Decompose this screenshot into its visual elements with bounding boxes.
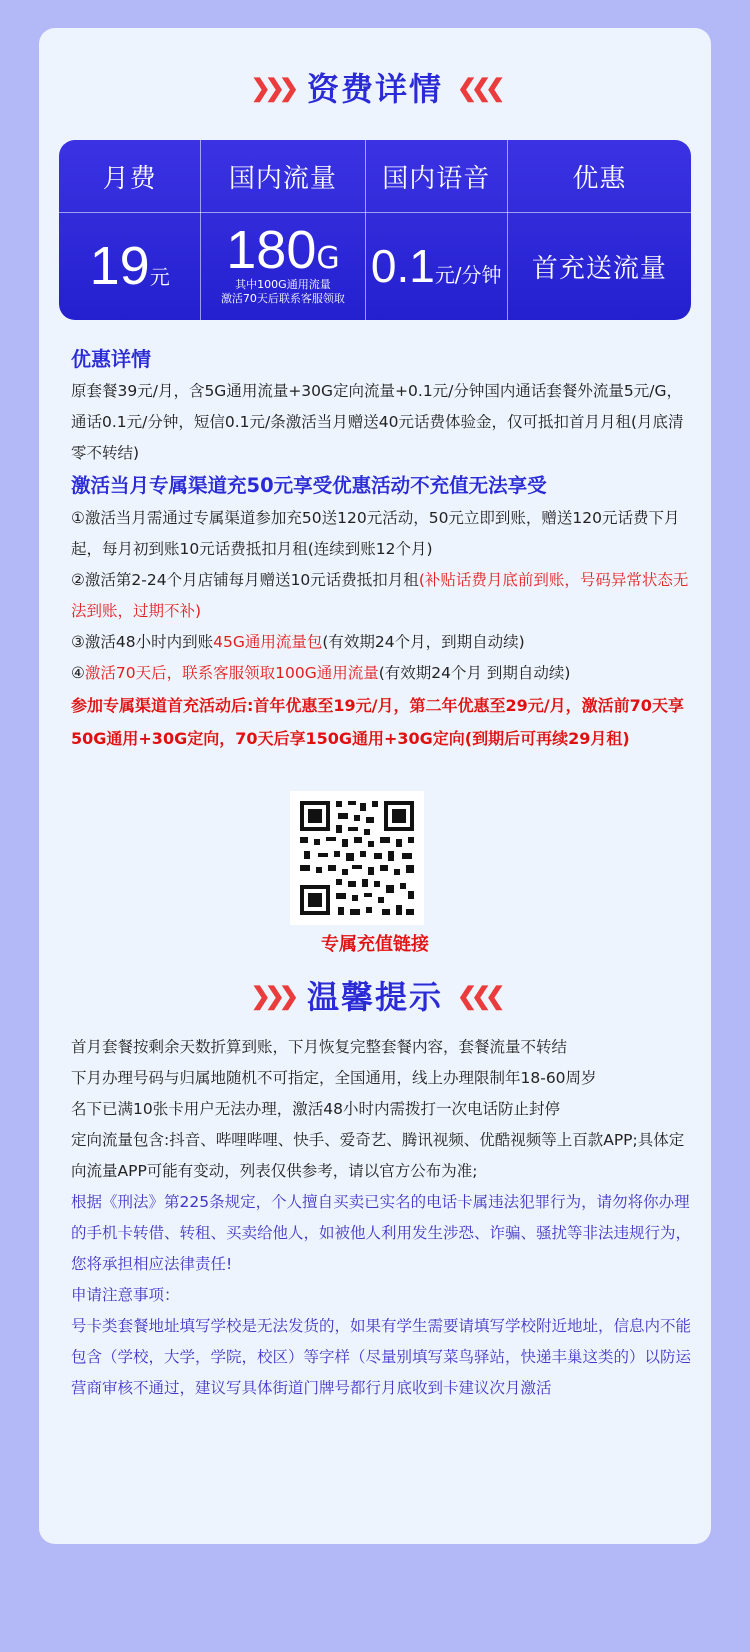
qr-code[interactable] — [290, 791, 424, 925]
tip-4: 定向流量包含:抖音、哔哩哔哩、快手、爱奇艺、腾讯视频、优酷视频等上百款APP;具体定向流量APP可能有变动，列表仅供参考，请以官方公布为准; — [71, 1131, 685, 1180]
item-1: ①激活当月需通过专属渠道参加充50送120元活动，50元立即到账，赠送120元话费下月起，每月初到账10元话费抵扣月租(连续到账12个月) — [71, 509, 680, 558]
chevron-right-icon: ❯❯❯ — [250, 980, 293, 1010]
content-card — [39, 28, 711, 1544]
activation-heading: 激活当月专属渠道充50元享受优惠活动不充值无法享受 — [71, 474, 547, 497]
monthly-fee-value: 19元 — [59, 212, 201, 320]
item-3: ③激活48小时内到账45G通用流量包(有效期24个月，到期自动续) — [71, 633, 525, 651]
data-value: 180G 其中100G通用流量 激活70天后联系客服领取 — [201, 212, 365, 320]
legal-notice: 根据《刑法》第225条规定，个人擅自买卖已实名的电话卡属违法犯罪行为，请勿将你办理的手机卡转借、转租、买卖给他人，如被他人利用发生涉恐、诈骗、骚扰等非法违规行为，您将承担相应法律责任! — [71, 1193, 692, 1273]
header-offer: 优惠 — [572, 163, 627, 194]
qr-code-label[interactable]: 专属充值链接 — [321, 934, 429, 955]
tips-section-title: ❯❯❯ 温馨提示 ❮❮❮ — [250, 978, 500, 1016]
tip-2: 下月办理号码与归属地随机不可指定，全国通用，线上办理限制年18-60周岁 — [71, 1069, 597, 1087]
item-4: ④激活70天后，联系客服领取100G通用流量(有效期24个月 到期自动续) — [71, 664, 571, 682]
tips-block — [71, 1032, 691, 1404]
header-monthly-fee: 月费 — [59, 140, 201, 212]
tip-3: 名下已满10张卡用户无法办理，激活48小时内需拨打一次电话防止封停 — [71, 1100, 560, 1118]
voice-value: 0.1元/分钟 — [366, 212, 508, 320]
original-plan-text: 原套餐39元/月，含5G通用流量+30G定向流量+0.1元/分钟国内通话套餐外流量5元/G，通话0.1元/分钟，短信0.1元/条激活当月赠送40元话费体验金，仅可抵扣首月月租(月底清零不转结) — [71, 382, 684, 462]
details-block — [71, 342, 691, 755]
tip-1: 首月套餐按剩余天数折算到账，下月恢复完整套餐内容，套餐流量不转结 — [71, 1038, 568, 1056]
apply-heading: 申请注意事项： — [71, 1286, 180, 1304]
details-heading: 优惠详情 — [71, 347, 151, 371]
qr-code-image — [290, 791, 424, 925]
apply-text: 号卡类套餐地址填写学校是无法发货的，如果有学生需要请填写学校附近地址，信息内不能包含（学校，大学，学院，校区）等字样（尽量别填写菜鸟驿站，快递丰巢这类的）以防运营商审核不通过，建议写具体街道门牌号都行月底收到卡建议次月激活 — [71, 1317, 692, 1397]
tariff-header-row — [59, 140, 691, 212]
chevron-left-icon: ❮❮❮ — [457, 980, 500, 1010]
chevron-left-icon: ❮❮❮ — [457, 72, 500, 102]
tariff-table — [59, 140, 691, 320]
chevron-right-icon: ❯❯❯ — [250, 72, 293, 102]
tariff-section-title: ❯❯❯ 资费详情 ❮❮❮ — [250, 70, 500, 108]
summary-text: 参加专属渠道首充活动后:首年优惠至19元/月，第二年优惠至29元/月，激活前70天享50G通用+30G定向，70天后享150G通用+30G定向(到期后可再续29月租) — [71, 696, 684, 748]
header-voice: 国内语音 — [366, 140, 508, 212]
tariff-value-row — [59, 212, 691, 320]
item-2: ②激活第2-24个月店铺每月赠送10元话费抵扣月租(补贴话费月底前到账，号码异常状态无法到账，过期不补) — [71, 571, 689, 620]
header-data: 国内流量 — [201, 140, 365, 212]
offer-value: 首充送流量 — [531, 253, 667, 284]
